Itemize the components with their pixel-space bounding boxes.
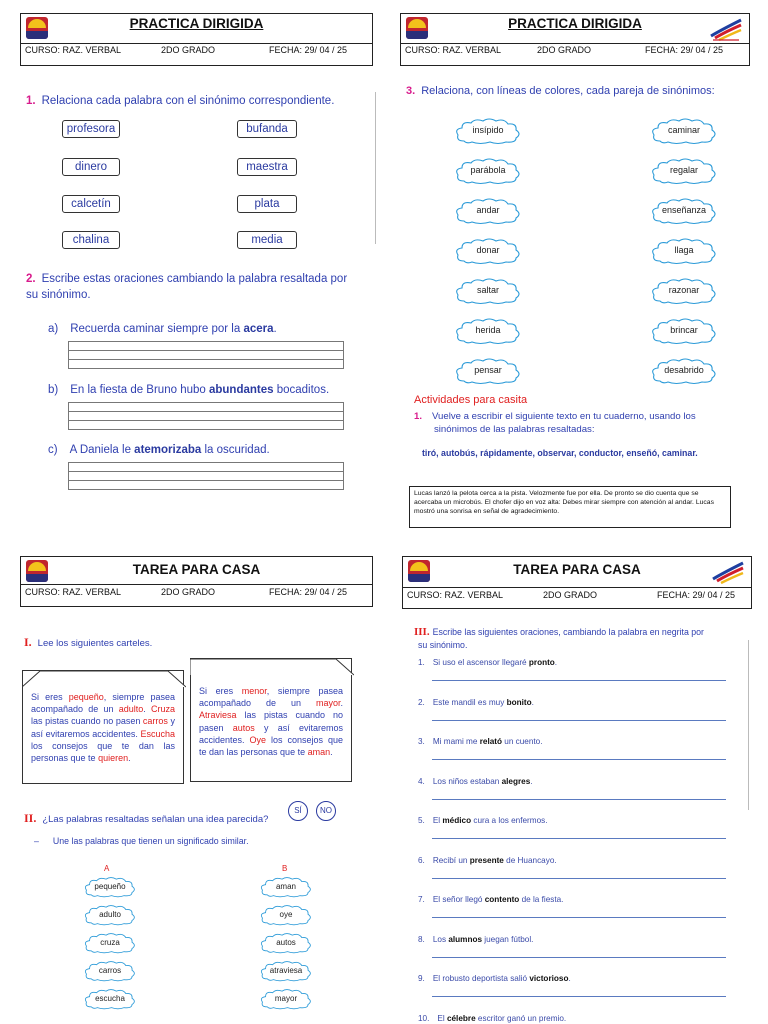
homework-item-number: 4. — [418, 776, 425, 786]
homework-item-text: escritor ganó un premio. — [475, 1013, 567, 1023]
word-cloud — [454, 357, 522, 385]
word-cloud — [650, 197, 718, 225]
date-label: FECHA: 29/ 04 / 25 — [269, 45, 348, 55]
flag-logo-icon — [711, 559, 745, 585]
word-cloud-label: aman — [275, 882, 296, 891]
homework-item-text: . — [554, 658, 558, 667]
homework-item-number: 6. — [418, 855, 425, 865]
column-b-label: B — [282, 864, 288, 873]
sign-text-fragment: y así evitaremos accidentes. — [31, 716, 175, 739]
homework-item-bold: relató — [479, 737, 502, 746]
homework-item — [418, 1014, 738, 1023]
grade-label: 2DO GRADO — [543, 590, 598, 600]
worksheet-header — [402, 556, 752, 609]
homework-item-bold: pronto — [528, 658, 555, 667]
grade-label: 2DO GRADO — [161, 45, 216, 55]
column-a-label: A — [104, 864, 110, 873]
grade-label: 2DO GRADO — [161, 587, 216, 597]
yes-option[interactable]: SÍ — [288, 801, 308, 821]
right-margin-line — [748, 640, 749, 810]
homework-item-text: El — [437, 1013, 447, 1023]
homework-item-bold: bonito — [506, 697, 532, 707]
homework-item-number: 3. — [418, 737, 425, 746]
worksheet-title: PRACTICA DIRIGIDA — [129, 16, 264, 31]
sign-text-fragment: pequeño — [68, 692, 104, 702]
homework-item-text: Los — [432, 934, 449, 944]
homework-item-bold: contento — [484, 895, 520, 904]
sign-text-fragment: Atraviesa — [199, 710, 237, 721]
word-cloud — [650, 157, 718, 185]
word-cloud-label: adulto — [99, 910, 121, 919]
word-cloud — [80, 988, 140, 1010]
page-practica-2 — [384, 0, 768, 540]
sign-text-fragment: . — [143, 704, 151, 715]
word-cloud-label: oye — [279, 910, 293, 919]
word-cloud — [256, 904, 316, 926]
homework-item-text: Si uso el ascensor llegaré — [432, 658, 529, 667]
worksheet-header — [20, 13, 373, 66]
word-cloud-label: cruza — [100, 938, 120, 947]
word-cloud-label: saltar — [476, 285, 499, 295]
grade-label: 2DO GRADO — [537, 45, 592, 55]
word-box: maestra — [237, 158, 297, 176]
homework-item-number: 2. — [418, 697, 425, 707]
word-box: profesora — [62, 120, 120, 138]
worksheet-title: PRACTICA DIRIGIDA — [508, 16, 642, 31]
word-box: dinero — [62, 158, 120, 176]
homework-item-bold: alegres — [501, 776, 531, 786]
sign-text-fragment: mayor — [315, 698, 341, 709]
worksheet-title: TAREA PARA CASA — [513, 562, 641, 577]
worksheet-title: TAREA PARA CASA — [132, 562, 261, 577]
question-1: 1. Relaciona cada palabra con el sinónimo correspondiente. — [26, 95, 335, 107]
sign-text-fragment: . — [340, 698, 343, 709]
worksheet-header — [400, 13, 750, 66]
homework-item-text: . — [531, 697, 534, 707]
word-cloud-label: razonar — [668, 285, 700, 295]
sign-text-fragment: Si eres — [199, 686, 242, 696]
word-cloud — [454, 157, 522, 185]
text-box: Lucas lanzó la pelota cerca a la pista. Velozmente fue por ella. De pronto se dio cuenta que se acercaba un microbús. El chofer dijo en voz alta: Debes mirar siempre con atención al andar. Lucas mostró una sonrisa en señal de agradecimiento. — [409, 486, 731, 528]
word-cloud-label: carros — [98, 966, 122, 975]
word-cloud-label: parábola — [470, 165, 506, 175]
homework-item — [418, 974, 738, 983]
homework-item-text: Este mandil es muy — [432, 697, 507, 707]
course-label: CURSO: RAZ. VERBAL — [405, 45, 502, 55]
sign-text-fragment: los consejos que te dan las personas que te — [31, 740, 175, 764]
course-label: CURSO: RAZ. VERBAL — [25, 45, 122, 55]
activities-title: Actividades para casita — [414, 394, 528, 406]
sign-text-fragment: . — [128, 753, 131, 764]
question-III: III. Escribe las siguientes oraciones, cambiando la palabra en negrita por su sinónimo. — [414, 626, 704, 650]
word-cloud — [80, 932, 140, 954]
writing-lines — [68, 341, 344, 369]
word-cloud — [650, 277, 718, 305]
sign-text-fragment: , siempre pasea acompañado de un — [31, 692, 175, 715]
word-cloud-label: escucha — [95, 994, 125, 1003]
homework-item-text: El — [432, 816, 443, 825]
homework-item — [418, 698, 738, 707]
sign-text-fragment: las pistas cuando no pasen — [199, 710, 343, 733]
word-cloud — [454, 277, 522, 305]
word-cloud — [650, 317, 718, 345]
sign-top-bevel — [22, 670, 186, 688]
word-cloud-label: insípido — [472, 125, 504, 135]
word-cloud — [454, 237, 522, 265]
homework-item-bold: célebre — [446, 1013, 476, 1023]
word-box: bufanda — [237, 120, 297, 138]
word-cloud — [256, 988, 316, 1010]
sign-text-fragment: menor — [241, 686, 267, 696]
word-cloud-label: atraviesa — [269, 966, 303, 975]
answer-line[interactable] — [432, 759, 726, 760]
word-box: chalina — [62, 231, 120, 249]
sign-text-fragment: adulto — [118, 704, 144, 715]
flag-logo-icon — [709, 16, 743, 42]
word-cloud-label: regalar — [669, 165, 698, 175]
sign-text-fragment: Cruza — [150, 704, 175, 715]
writing-lines — [68, 462, 344, 490]
word-cloud — [454, 117, 522, 145]
homework-item-text: juegan fútbol. — [482, 934, 534, 944]
homework-item-bold: presente — [469, 855, 504, 865]
homework-item-number: 5. — [418, 816, 425, 825]
word-cloud-label: brincar — [670, 325, 698, 335]
homework-item — [418, 935, 738, 944]
word-cloud-label: pensar — [474, 365, 502, 375]
sign-text-fragment: los consejos que te dan las personas que te — [199, 734, 344, 758]
word-cloud-label: mayor — [274, 994, 298, 1003]
answer-line[interactable] — [432, 799, 726, 800]
question-2: 2. Escribe estas oraciones cambiando la palabra resaltada por su sinónimo. — [26, 273, 348, 301]
homework-item-number: 7. — [418, 895, 425, 904]
sentence-c: c) A Daniela le atemorizaba la oscuridad. — [48, 444, 270, 456]
sign-text-fragment: las pistas cuando no pasen — [31, 716, 143, 727]
sign-text-fragment: , siempre pasea acompañado de un — [199, 686, 343, 709]
sign-text-fragment: . — [330, 747, 333, 758]
date-label: FECHA: 29/ 04 / 25 — [269, 587, 348, 597]
answer-line[interactable] — [432, 720, 726, 721]
sign-1 — [22, 670, 184, 784]
word-box: calcetín — [62, 195, 120, 213]
sign-text-fragment: autos — [232, 722, 255, 733]
sign-text-fragment: y así evitaremos accidentes. — [199, 722, 343, 745]
word-cloud — [256, 960, 316, 982]
word-cloud-label: desabrido — [664, 365, 704, 375]
word-cloud — [650, 117, 718, 145]
page-tarea-2 — [384, 540, 768, 1024]
homework-item-text: Los niños estaban — [432, 776, 502, 786]
word-cloud-label: andar — [476, 205, 500, 215]
answer-line[interactable] — [432, 878, 726, 879]
word-cloud — [256, 932, 316, 954]
sentence-a: a) Recuerda caminar siempre por la acera. — [48, 323, 277, 335]
activity-1: 1. Vuelve a escribir el siguiente texto en tu cuaderno, usando los sinónimos de las palabras resaltadas: — [414, 411, 696, 435]
word-box: plata — [237, 195, 297, 213]
homework-item — [418, 895, 738, 904]
instruction-une: – Une las palabras que tienen un significado similar. — [34, 836, 249, 846]
worksheet-header — [20, 556, 373, 607]
sign-top-bevel — [190, 658, 354, 676]
word-cloud-label: pequeño — [94, 882, 126, 891]
homework-item-text: Mi mami me — [432, 737, 480, 746]
sign-text-fragment: carros — [142, 716, 168, 727]
answer-line[interactable] — [432, 838, 726, 839]
page-tarea-1 — [0, 540, 384, 1024]
homework-item-number: 10. — [418, 1013, 430, 1023]
word-cloud — [80, 960, 140, 982]
word-box: media — [237, 231, 297, 249]
right-margin-line — [375, 92, 376, 244]
homework-item — [418, 856, 738, 865]
homework-item-text: cura a los enfermos. — [471, 816, 548, 825]
answer-line[interactable] — [432, 996, 726, 997]
sign-text-fragment: aman — [307, 747, 331, 758]
question-II: II. ¿Las palabras resaltadas señalan una idea parecida? — [24, 811, 269, 825]
date-label: FECHA: 29/ 04 / 25 — [657, 590, 736, 600]
homework-item-text: . — [568, 974, 571, 983]
question-3: 3. Relaciona, con líneas de colores, cada pareja de sinónimos: — [406, 85, 715, 97]
word-cloud-label: caminar — [667, 125, 700, 135]
homework-item-number: 8. — [418, 934, 425, 944]
course-label: CURSO: RAZ. VERBAL — [25, 587, 122, 597]
homework-item-text: El señor llegó — [432, 895, 485, 904]
question-I: I. Lee los siguientes carteles. — [24, 635, 153, 649]
word-cloud — [80, 904, 140, 926]
answer-line[interactable] — [432, 680, 726, 681]
homework-item-text: de Huancayo. — [503, 855, 557, 865]
homework-item-text: de la fiesta. — [519, 895, 564, 904]
answer-line[interactable] — [432, 957, 726, 958]
homework-item-text: . — [530, 776, 533, 786]
synonym-words: tiró, autobús, rápidamente, observar, conductor, enseñó, caminar. — [422, 448, 698, 458]
word-cloud-label: autos — [276, 938, 296, 947]
word-cloud — [454, 197, 522, 225]
homework-item-number: 1. — [418, 658, 425, 667]
homework-item-text: Recibí un — [432, 855, 470, 865]
homework-item-bold: médico — [442, 816, 472, 825]
homework-item — [418, 816, 738, 825]
page-practica-1 — [0, 0, 384, 540]
course-label: CURSO: RAZ. VERBAL — [407, 590, 504, 600]
word-cloud — [650, 357, 718, 385]
word-cloud-label: herida — [475, 325, 501, 335]
homework-item-bold: victorioso — [529, 974, 569, 983]
sign-text-fragment: quieren — [98, 753, 129, 764]
word-cloud-label: donar — [476, 245, 500, 255]
word-cloud — [80, 876, 140, 898]
homework-item-bold: alumnos — [448, 934, 482, 944]
no-option[interactable]: NO — [316, 801, 336, 821]
homework-item — [418, 658, 738, 667]
homework-item-text: un cuento. — [502, 737, 543, 746]
word-cloud — [650, 237, 718, 265]
homework-item-text: El robusto deportista salió — [432, 974, 530, 983]
homework-item — [418, 737, 738, 746]
date-label: FECHA: 29/ 04 / 25 — [645, 45, 724, 55]
word-cloud-label: llaga — [674, 245, 694, 255]
writing-lines — [68, 402, 344, 430]
sign-text-fragment: Escucha — [140, 728, 175, 739]
word-cloud-label: enseñanza — [661, 205, 707, 215]
sign-2 — [190, 658, 352, 782]
word-cloud — [256, 876, 316, 898]
sign-text-fragment: Oye — [249, 734, 267, 745]
sign-text-fragment: Si eres — [31, 692, 69, 702]
word-cloud — [454, 317, 522, 345]
homework-item-number: 9. — [418, 974, 425, 983]
homework-item — [418, 777, 738, 786]
answer-line[interactable] — [432, 917, 726, 918]
sentence-b: b) En la fiesta de Bruno hubo abundantes bocaditos. — [48, 384, 330, 396]
